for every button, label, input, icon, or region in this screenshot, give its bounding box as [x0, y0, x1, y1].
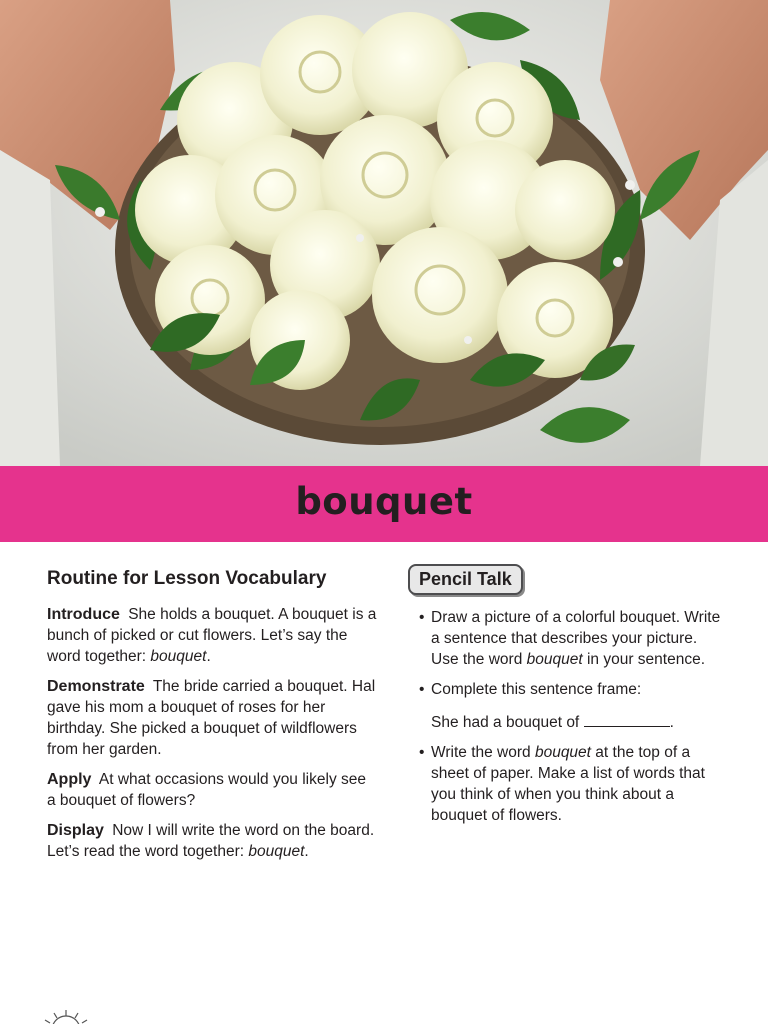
- apply-text: At what occasions would you likely see a bouquet of flowers?: [47, 771, 366, 809]
- pencil-talk-list: [408, 607, 728, 826]
- item3-word: bouquet: [534, 744, 591, 761]
- item3-text-end: at the top of a sheet of paper. Make a list of words that you think of when you think about a bouquet of flowers.: [431, 744, 705, 824]
- introduce-step: [47, 604, 377, 667]
- demonstrate-step: [47, 676, 377, 760]
- list-item: [408, 742, 728, 826]
- word-banner: [0, 466, 768, 542]
- introduce-text: She holds a bouquet. A bouquet is a bunch of picked or cut flowers. Let’s say the word together:: [47, 606, 377, 665]
- introduce-label: Introduce: [47, 606, 120, 623]
- frame-period: .: [669, 714, 674, 731]
- pencil-talk-section: [408, 564, 728, 835]
- vocabulary-word: bouquet: [295, 479, 473, 523]
- introduce-word: bouquet: [150, 648, 207, 665]
- item1-text-end: in your sentence.: [582, 651, 706, 668]
- display-word: bouquet: [248, 843, 305, 860]
- bouquet-photo: [0, 0, 768, 466]
- routine-title: Routine for Lesson Vocabulary: [47, 568, 327, 589]
- list-item: [408, 607, 728, 670]
- display-period: .: [304, 843, 309, 860]
- sentence-frame: [431, 712, 728, 733]
- display-step: [47, 820, 377, 862]
- item3-text: Write the word: [431, 744, 535, 761]
- item2-text: Complete this sentence frame:: [431, 681, 642, 698]
- pencil-talk-badge: Pencil Talk: [408, 564, 523, 595]
- item1-text: Draw a picture of a colorful bouquet. Write a sentence that describes your picture. Use the word: [431, 609, 721, 668]
- demonstrate-label: Demonstrate: [47, 678, 145, 695]
- routine-section: [47, 564, 377, 871]
- starburst-icon: [36, 1006, 96, 1024]
- apply-step: [47, 769, 377, 811]
- frame-text: She had a bouquet of: [431, 714, 584, 731]
- demonstrate-text: The bride carried a bouquet. Hal gave his mom a bouquet of roses for her birthday. She picked a bouquet of wildflowers from her garden.: [47, 678, 376, 758]
- item1-word: bouquet: [526, 651, 583, 668]
- frame-blank: [584, 712, 670, 727]
- display-text: Now I will write the word on the board. Let’s read the word together:: [47, 822, 375, 860]
- introduce-period: .: [206, 648, 211, 665]
- apply-label: Apply: [47, 771, 92, 788]
- display-label: Display: [47, 822, 104, 839]
- list-item: [408, 679, 728, 733]
